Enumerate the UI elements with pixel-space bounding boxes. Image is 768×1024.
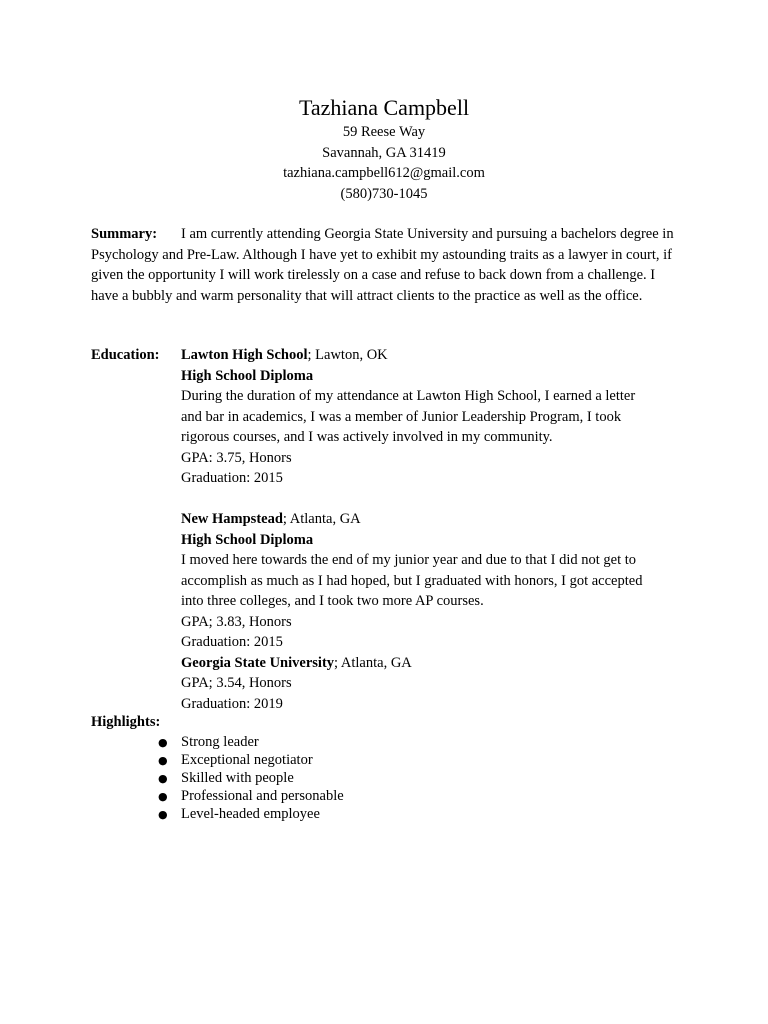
highlights-list (158, 734, 344, 824)
email-address: tazhiana.campbell612@gmail.com (283, 165, 485, 181)
school-line (181, 345, 681, 366)
description-line: accomplish as much as I had hoped, but I graduated with honors, I got accepted (181, 572, 643, 589)
gpa: GPA: 3.75, Honors (181, 449, 292, 466)
applicant-name: Tazhiana Campbell (298, 95, 470, 120)
resume-header (0, 94, 768, 204)
degree: High School Diploma (181, 531, 314, 548)
school-name: New Hampstead (181, 511, 283, 527)
highlight-text: Level-headed employee (181, 805, 320, 822)
gpa: GPA; 3.54, Honors (181, 675, 292, 691)
education-entry-lawton (181, 345, 681, 489)
school-line (181, 509, 681, 530)
degree: High School Diploma (181, 367, 314, 384)
description-line: and bar in academics, I was a member of Junior Leadership Program, I took (181, 408, 622, 425)
highlights-label: Highlights: (91, 714, 161, 730)
bullet-icon: ● (158, 736, 168, 749)
highlight-text: Skilled with people (181, 769, 294, 786)
address-line-2: Savannah, GA 31419 (322, 144, 446, 161)
highlight-item (158, 788, 344, 806)
phone-number: (580)730-1045 (340, 185, 428, 202)
bullet-icon: ● (158, 771, 168, 785)
highlight-item (158, 806, 344, 824)
highlight-text: Strong leader (181, 734, 259, 750)
school-name: Lawton High School (181, 347, 308, 363)
education-label: Education: (91, 347, 160, 363)
summary-text: I am currently attending Georgia State University and pursuing a bachelors degree in Psychology and Pre-Law. Although I have yet to exhibit my astounding traits as a lawyer in court, if given the opportunity I will work tirelessly on a case and refuse to back down from a challenge. I have a bubbly and warm personality that will attract clients to the practice as well as the office. (91, 226, 674, 304)
bullet-icon: ● (158, 807, 168, 821)
education-entry-georgia-state (181, 653, 681, 715)
school-location: ; Atlanta, GA (334, 654, 412, 671)
highlight-item (158, 770, 344, 788)
description-line: into three colleges, and I took two more AP courses. (181, 593, 484, 609)
description-line: rigorous courses, and I was actively involved in my community. (181, 429, 553, 445)
education-entry-new-hampstead (181, 509, 681, 653)
graduation: Graduation: 2019 (181, 695, 283, 712)
school-name: Georgia State University (181, 654, 335, 671)
entry-spacer (181, 489, 681, 510)
highlight-text: Professional and personable (181, 787, 344, 804)
graduation: Graduation: 2015 (181, 634, 283, 650)
address-line-1: 59 Reese Way (342, 124, 426, 140)
summary-section (91, 224, 681, 306)
summary-label: Summary: (91, 226, 158, 242)
school-line (181, 653, 681, 674)
bullet-icon: ● (158, 753, 168, 767)
education-body (181, 345, 681, 714)
graduation: Graduation: 2015 (181, 470, 283, 486)
school-location: ; Atlanta, GA (282, 511, 361, 527)
bullet-icon: ● (158, 789, 168, 803)
gpa: GPA; 3.83, Honors (181, 613, 292, 630)
description-line: During the duration of my attendance at Lawton High School, I earned a letter (181, 388, 636, 404)
highlight-item (158, 752, 344, 770)
description-line: I moved here towards the end of my junior year and due to that I did not get to (181, 552, 637, 568)
school-location: ; Lawton, OK (307, 347, 388, 363)
highlight-item (158, 734, 344, 752)
highlight-text: Exceptional negotiator (181, 751, 313, 768)
